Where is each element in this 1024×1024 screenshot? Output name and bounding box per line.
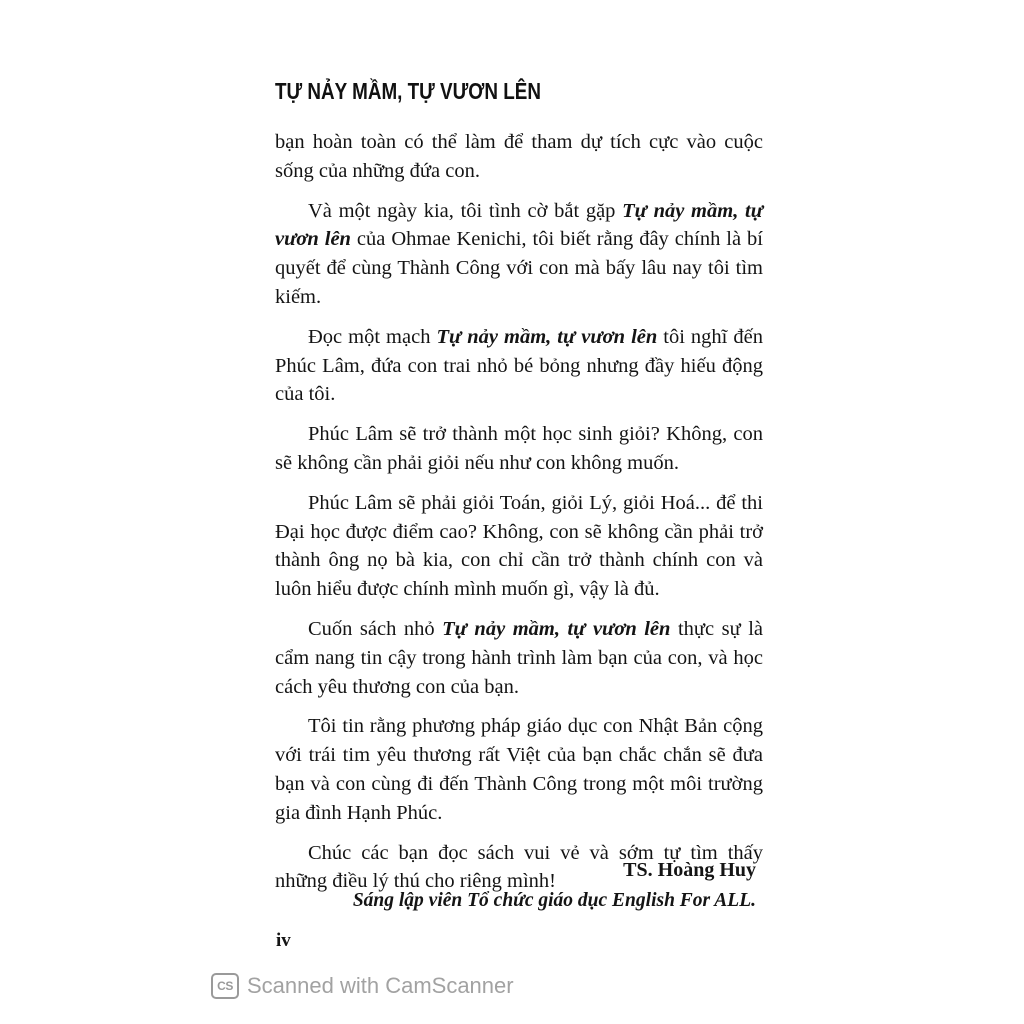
paragraph-1: [275, 128, 763, 186]
book-title-emphasis: Tự nảy mầm, tự vươn lên: [436, 325, 658, 348]
paragraph-8-text: Chúc các bạn đọc sách vui vẻ và sớm tự tìm thấy những điều lý thú cho riêng mình!: [275, 841, 763, 893]
camscanner-logo-icon: CS: [211, 973, 239, 999]
paragraph-4-text: Phúc Lâm sẽ trở thành một học sinh giỏi? Không, con sẽ không cần phải giỏi nếu như con không muốn.: [275, 423, 763, 474]
signature-role: Sáng lập viên Tổ chức giáo dục English For ALL.: [352, 890, 756, 911]
signature-name: TS. Hoàng Huy: [623, 859, 756, 881]
camscanner-watermark: [211, 973, 514, 999]
paragraph-4: [275, 420, 763, 478]
paragraph-5-text: Phúc Lâm sẽ phải giỏi Toán, giỏi Lý, giỏi Hoá... để thi Đại học được điểm cao? Không, con sẽ không cần phải trở thành ông nọ bà kia, con chỉ cần trở thành chính con và luôn hiểu được chính mình muốn gì, vậy là đủ.: [275, 491, 763, 601]
book-title-emphasis: Tự nảy mầm, tự vươn lên: [275, 199, 763, 251]
paragraph-1-text: bạn hoàn toàn có thể làm để tham dự tích cực vào cuộc sống của những đứa con.: [275, 131, 763, 182]
watermark-text: Scanned with CamScanner: [247, 973, 514, 998]
paragraph-5: [275, 489, 763, 604]
paragraph-3-text-after: tôi nghĩ đến Phúc Lâm, đứa con trai nhỏ bé bỏng nhưng đầy hiếu động của tôi.: [275, 325, 763, 406]
paragraph-6-text-after: thực sự là cẩm nang tin cậy trong hành trình làm bạn của con, và học cách yêu thương con của bạn.: [275, 617, 763, 698]
paragraph-2: [275, 197, 763, 312]
body-text: [275, 128, 763, 907]
book-title-emphasis: Tự nảy mầm, tự vươn lên: [442, 617, 671, 640]
paragraph-6-text-before: Cuốn sách nhỏ: [308, 617, 443, 640]
paragraph-7-text: Tôi tin rằng phương pháp giáo dục con Nhật Bản cộng với trái tim yêu thương rất Việt của bạn chắc chắn sẽ đưa bạn và con cùng đi đến Thành Công trong một môi trường gia đình Hạnh Phúc.: [275, 715, 763, 824]
paragraph-3: [275, 323, 763, 409]
paragraph-2-text-after: của Ohmae Kenichi, tôi biết rằng đây chính là bí quyết để cùng Thành Công với con mà bấy lâu nay tôi tìm kiếm.: [275, 228, 763, 308]
paragraph-2-text-before: Và một ngày kia, tôi tình cờ bắt gặp: [308, 199, 623, 222]
paragraph-7: [275, 712, 763, 827]
running-header-title: TỰ NẢY MẦM, TỰ VƯƠN LÊN: [275, 78, 541, 104]
paragraph-3-text-before: Đọc một mạch: [308, 325, 437, 348]
page-number: iv: [276, 930, 291, 951]
paragraph-6: [275, 615, 763, 701]
